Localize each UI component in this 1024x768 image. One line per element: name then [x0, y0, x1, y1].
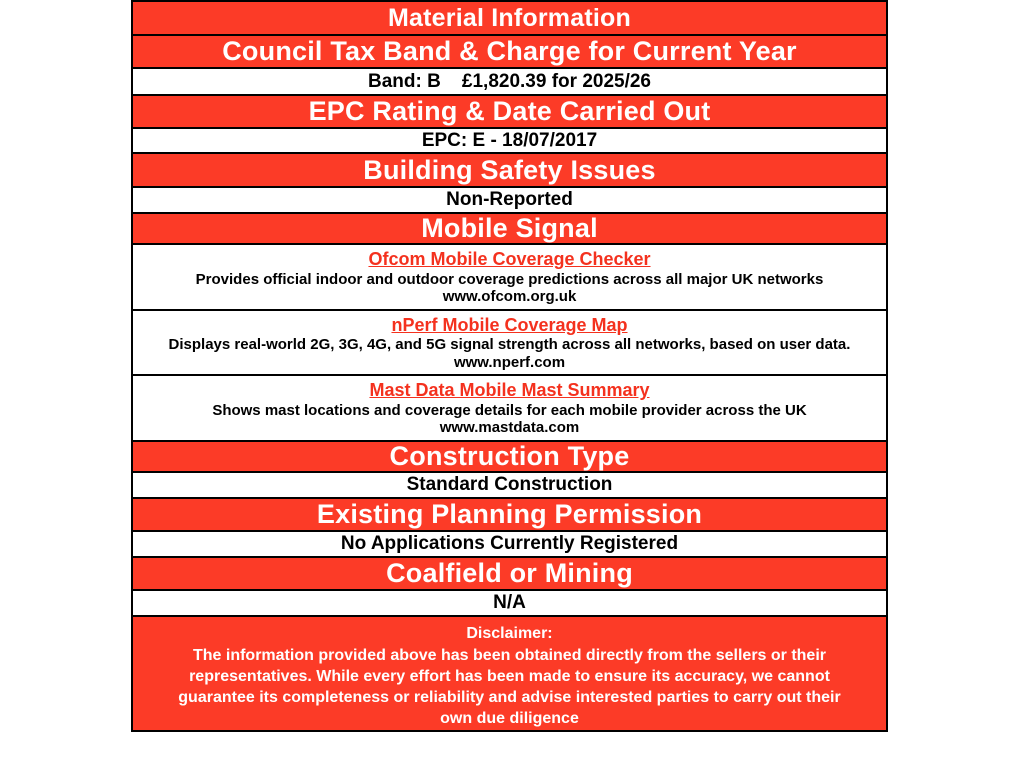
- section-header-label: Existing Planning Permission: [316, 499, 703, 529]
- section-header-coalfield-mining: [133, 558, 886, 591]
- section-header-material-information: [133, 2, 886, 36]
- mastdata-url-text: www.mastdata.com: [439, 419, 580, 437]
- ofcom-coverage-description: Provides official indoor and outdoor coverage predictions across all major UK networks: [195, 270, 824, 288]
- value-text: No Applications Currently Registered: [340, 533, 679, 554]
- section-header-building-safety: [133, 154, 886, 188]
- value-text: Standard Construction: [406, 474, 613, 495]
- nperf-coverage-description: Displays real-world 2G, 3G, 4G, and 5G signal strength across all networks, based on user data.: [168, 336, 851, 353]
- disclaimer-title: Disclaimer:: [466, 625, 553, 642]
- disclaimer-line: own due diligence: [440, 710, 579, 727]
- disclaimer-line: The information provided above has been obtained directly from the sellers or their: [192, 647, 826, 664]
- mastdata-coverage-description: Shows mast locations and coverage details for each mobile provider across the UK: [212, 401, 807, 419]
- disclaimer-line: guarantee its completeness or reliability and advise interested parties to carry out their: [178, 689, 841, 706]
- section-header-label: EPC Rating & Date Carried Out: [308, 96, 711, 126]
- value-construction-type: [133, 473, 886, 499]
- mobile-coverage-block-mastdata: [133, 376, 886, 442]
- value-epc-rating: [133, 129, 886, 154]
- disclaimer-line: representatives. While every effort has been made to ensure its accuracy, we cannot: [189, 668, 830, 685]
- nperf-coverage-link[interactable]: nPerf Mobile Coverage Map: [391, 314, 628, 335]
- section-header-council-tax: [133, 36, 886, 69]
- section-header-label: Council Tax Band & Charge for Current Year: [222, 36, 797, 66]
- mobile-coverage-block-nperf: [133, 311, 886, 376]
- section-header-label: Material Information: [388, 3, 631, 32]
- value-council-tax-band: [133, 69, 886, 96]
- section-header-label: Building Safety Issues: [363, 154, 656, 185]
- value-building-safety: [133, 188, 886, 214]
- value-text: Band: B £1,820.39 for 2025/26: [367, 70, 652, 92]
- section-header-label: Coalfield or Mining: [386, 558, 633, 588]
- value-planning-permission: [133, 532, 886, 558]
- section-header-construction-type: [133, 442, 886, 473]
- value-coalfield-mining: [133, 591, 886, 617]
- ofcom-url-text: www.ofcom.org.uk: [442, 288, 577, 306]
- value-text: Non-Reported: [446, 189, 573, 210]
- section-header-planning-permission: [133, 499, 886, 532]
- section-header-label: Mobile Signal: [421, 213, 598, 243]
- nperf-url-text: www.nperf.com: [453, 353, 566, 371]
- value-text: N/A: [493, 592, 526, 613]
- section-header-epc-rating: [133, 96, 886, 129]
- disclaimer-block: [133, 617, 886, 730]
- mobile-coverage-block-ofcom: [133, 245, 886, 311]
- material-information-table: [131, 0, 888, 732]
- ofcom-coverage-link[interactable]: Ofcom Mobile Coverage Checker: [368, 248, 651, 269]
- section-header-label: Construction Type: [389, 441, 630, 471]
- value-text: EPC: E - 18/07/2017: [421, 129, 598, 151]
- section-header-mobile-signal: [133, 214, 886, 245]
- mastdata-coverage-link[interactable]: Mast Data Mobile Mast Summary: [369, 379, 650, 400]
